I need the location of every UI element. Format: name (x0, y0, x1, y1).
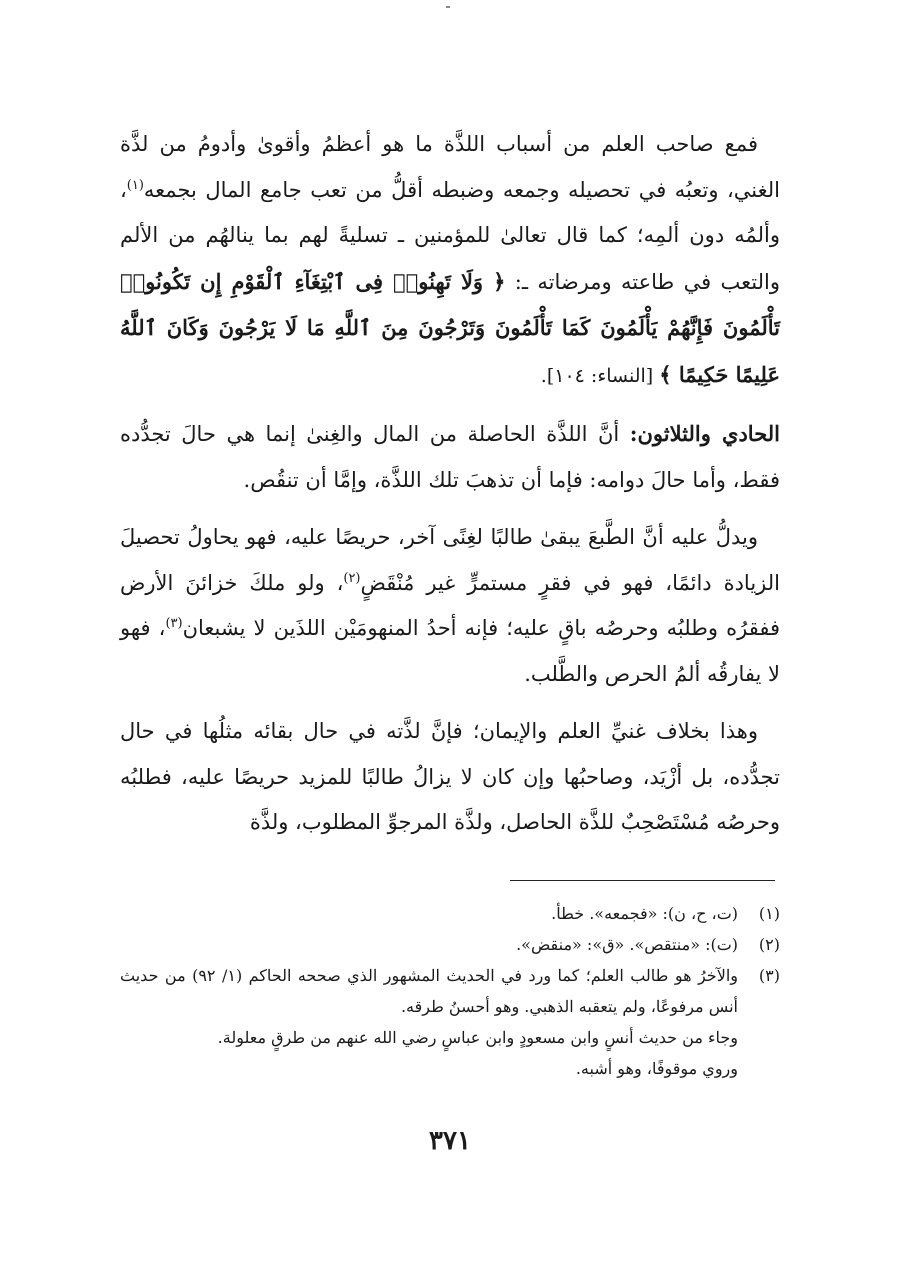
footnote-number: (٣) (758, 966, 780, 985)
paragraph-4 (120, 709, 780, 846)
footnote-2 (120, 929, 780, 960)
paragraph-3-text-a: ويدلُّ عليه أنَّ الطَّبعَ يبقىٰ طالبًا لغِنًى آخر، حريصًا عليه، فهو يحاولُ تحصيلَ الزيادة دائمًا، فهو في فقرٍ مستمرٍّ غير مُنْقَضٍ (120, 525, 780, 595)
footnote-separator (510, 880, 775, 881)
paragraph-4-text: وهذا بخلاف غنيِّ العلم والإيمان؛ فإنَّ لذَّته في حال بقائه مثلُها في حال تجدُّده، بل أزْيَد، وصاحبُها وإن كان لا يزالُ طالبًا للمزيد حريصًا عليه، فطلبُه وحرصُه مُسْتَصْحِبٌ للذَّة الحاصل، ولذَّة المرجوِّ المطلوب، ولذَّة (120, 719, 780, 834)
paragraph-2-text: أنَّ اللذَّة الحاصلة من المال والغِنىٰ إنما هي حالَ تجدُّده فقط، وأما حالَ دوامه: فإما أن تذهبَ تلك اللذَّة، وإمَّا أن تنقُص. (120, 422, 780, 492)
quran-verse: ﴿ وَلَا تَهِنُوا۟ فِى ٱبْتِغَآءِ ٱلْقَوْمِ إِن تَكُونُوا۟ تَأْلَمُونَ فَإِنَّهُمْ يَأْلَمُونَ كَمَا تَأْلَمُونَ وَتَرْجُونَ مِنَ ٱللَّهِ مَا لَا يَرْجُونَ وَكَانَ ٱللَّهُ عَلِيمًا حَكِيمًا ﴾ (120, 268, 780, 387)
section-lead: الحادي والثلاثون: (629, 421, 780, 446)
footnote-line: (ت، ح، ن): «فجمعه». خطأ. (551, 904, 738, 923)
paragraph-2 (120, 411, 780, 503)
footnotes (120, 898, 780, 1084)
paragraph-3-text-b: ، ولو ملكَ خزائنَ الأرض ففقرُه وطلبُه وحرصُه باقٍ عليه؛ فإنه أحدُ المنهومَيْن اللذَين لا يشبعان (120, 570, 780, 640)
main-text (120, 122, 780, 858)
footnote-3 (120, 960, 780, 1084)
footnote-number: (٢) (758, 935, 780, 954)
paragraph-1 (120, 122, 780, 399)
footnote-ref-3[interactable]: (٣) (165, 616, 183, 631)
footnote-body (120, 960, 738, 1084)
footnote-line: والآخرُ هو طالب العلم؛ كما ورد في الحديث المشهور الذي صححه الحاكم (١/ ٩٢) من حديث أنس مرفوعًا، ولم يتعقبه الذهبي. وهو أحسنُ طرقه. (120, 966, 738, 1016)
footnote-ref-1[interactable]: (١) (126, 177, 144, 193)
paragraph-1-text-a: فمع صاحب العلم من أسباب اللذَّة ما هو أعظمُ وأقوىٰ وأدومُ من لذَّة الغني، وتعبُه في تحصيله وجمعه وضبطه أقلُّ من تعب جامع المال بجمعه (120, 132, 780, 202)
footnote-1 (120, 898, 780, 929)
verse-reference: [النساء: ١٠٤]. (540, 364, 660, 387)
footnote-line: (ت): «منتقص». «ق»: «منقض». (516, 935, 738, 954)
page-top-mark (446, 6, 450, 8)
paragraph-3-text-c: ، فهو لا يفارقُه ألمُ الحرص والطَّلب. (120, 616, 780, 686)
footnote-line: وروي موقوفًا، وهو أشبه. (575, 1059, 738, 1078)
footnote-body (120, 898, 738, 929)
footnote-ref-2[interactable]: (٢) (343, 570, 361, 586)
footnote-number: (١) (758, 904, 780, 923)
paragraph-3 (120, 515, 780, 697)
footnote-line: وجاء من حديث أنسٍ وابن مسعودٍ وابن عباسٍ رضي الله عنهم من طرقٍ معلولة. (217, 1028, 738, 1047)
footnote-body (120, 929, 738, 960)
paragraph-1-text-b: ، وألمُه دون ألمِه؛ كما قال تعالىٰ للمؤمنين ـ تسليةً لهم بما ينالهُم من الألم والتعب في طاعته ومرضاته ـ: (120, 177, 780, 294)
page-number: ٣٧١ (429, 1126, 471, 1156)
